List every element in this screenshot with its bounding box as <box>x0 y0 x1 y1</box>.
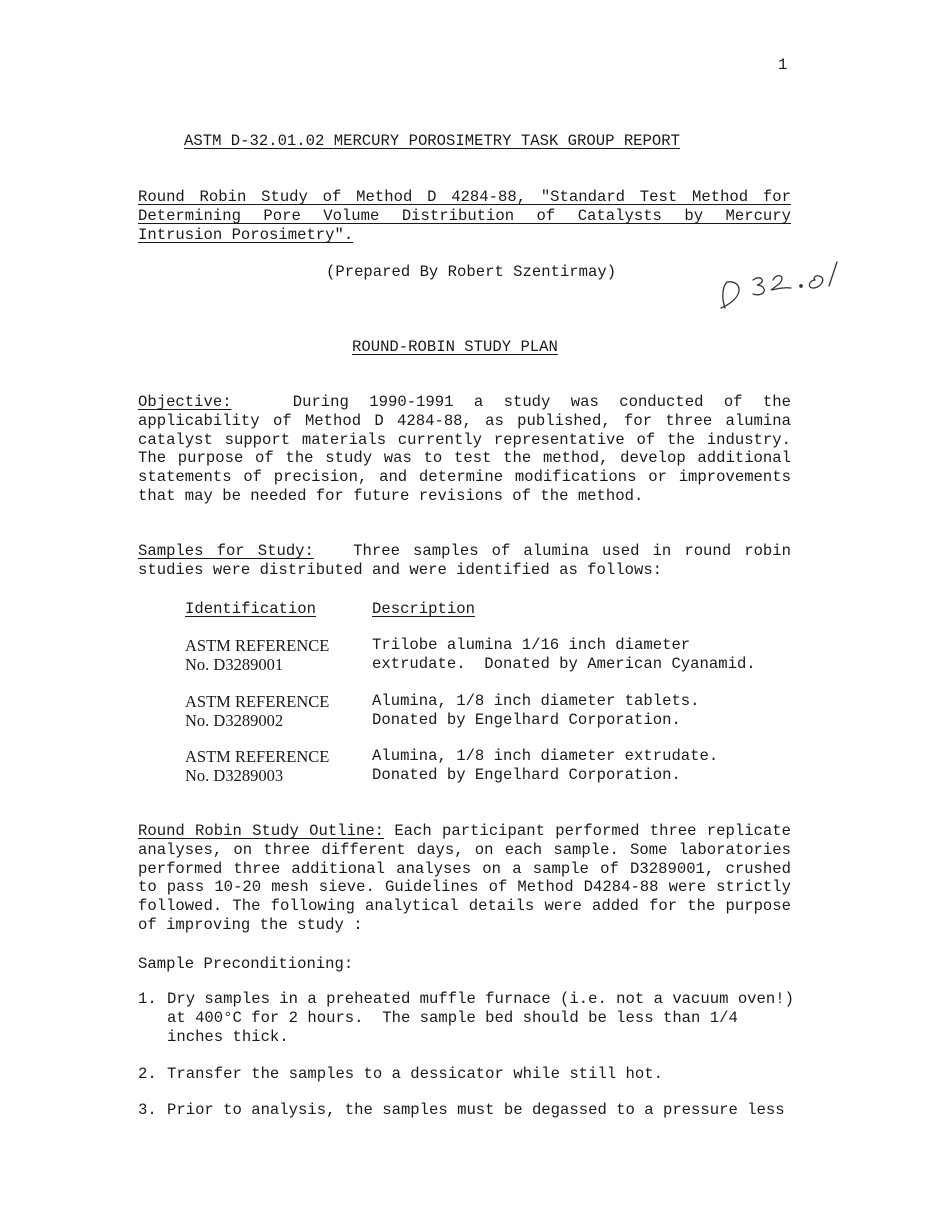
list-item-line: Dry samples in a preheated muffle furnace (i.e. not a vacuum oven!) <box>167 990 794 1008</box>
sample-id-line1: ASTM REFERENCE <box>185 747 330 766</box>
list-item-line: Transfer the samples to a dessicator while still hot. <box>167 1065 663 1083</box>
outline-text: Each participant performed three replicate analyses, on three different days, on each sample. Some laboratories performed three additional analyses on a sample of D3289001, crushed to pass 10-20 mesh sieve. Guidelines of Method D4284-88 were strictly followed. The following analytical details were added for the purpose of improving the study : <box>138 822 792 934</box>
list-item-number: 3. <box>138 1101 157 1119</box>
samples-paragraph <box>138 542 791 580</box>
sample-id-line2: No. D3289001 <box>185 655 284 674</box>
sample-desc-line2: extrudate. Donated by American Cyanamid. <box>372 655 756 673</box>
outline-label: Round Robin Study Outline: <box>138 822 385 840</box>
objective-text: During 1990-1991 a study was conducted of the applicability of Method D 4284-88, as published, for three alumina catalyst support materials currently representative of the industry. The purpose of the study was to test the method, develop additional statements of precision, and determine modifications or improvements that may be needed for future revisions of the method. <box>138 393 791 505</box>
preconditioning-heading: Sample Preconditioning: <box>138 955 354 973</box>
column-header-identification: Identification <box>185 600 317 618</box>
outline-paragraph <box>138 822 791 935</box>
sample-id-line1: ASTM REFERENCE <box>185 692 330 711</box>
column-header-description: Description <box>372 600 475 618</box>
samples-text: Three samples of alumina used in round robin studies were distributed and were identified as follows: <box>138 542 791 579</box>
list-item-line: inches thick. <box>167 1028 289 1046</box>
objective-label: Objective: <box>138 393 232 411</box>
handwritten-note <box>715 258 850 314</box>
sample-id-line1: ASTM REFERENCE <box>185 636 330 655</box>
page-number: 1 <box>778 56 788 74</box>
report-title: ASTM D-32.01.02 MERCURY POROSIMETRY TASK GROUP REPORT <box>184 132 680 150</box>
sample-desc-line2: Donated by Engelhard Corporation. <box>372 766 681 784</box>
list-item-line: Prior to analysis, the samples must be degassed to a pressure less <box>167 1101 785 1119</box>
sample-desc-line1: Trilobe alumina 1/16 inch diameter <box>372 636 691 654</box>
sample-desc-line1: Alumina, 1/8 inch diameter tablets. <box>372 692 700 710</box>
list-item-number: 2. <box>138 1065 157 1083</box>
sample-desc-line2: Donated by Engelhard Corporation. <box>372 711 681 729</box>
sample-desc-line1: Alumina, 1/8 inch diameter extrudate. <box>372 747 719 765</box>
prepared-by: (Prepared By Robert Szentirmay) <box>326 263 617 281</box>
list-item-line: at 400°C for 2 hours. The sample bed should be less than 1/4 <box>167 1009 738 1027</box>
sample-id-line2: No. D3289002 <box>185 711 284 730</box>
study-title: Round Robin Study of Method D 4284-88, "Standard Test Method for Determining Pore Volume Distribution of Catalysts by Mercury Intrusion Porosimetry". <box>138 188 791 244</box>
list-item-number: 1. <box>138 990 157 1008</box>
samples-label: Samples for Study: <box>138 542 314 560</box>
sample-id-line2: No. D3289003 <box>185 766 284 785</box>
plan-heading: ROUND-ROBIN STUDY PLAN <box>352 338 558 356</box>
objective-paragraph <box>138 393 791 506</box>
